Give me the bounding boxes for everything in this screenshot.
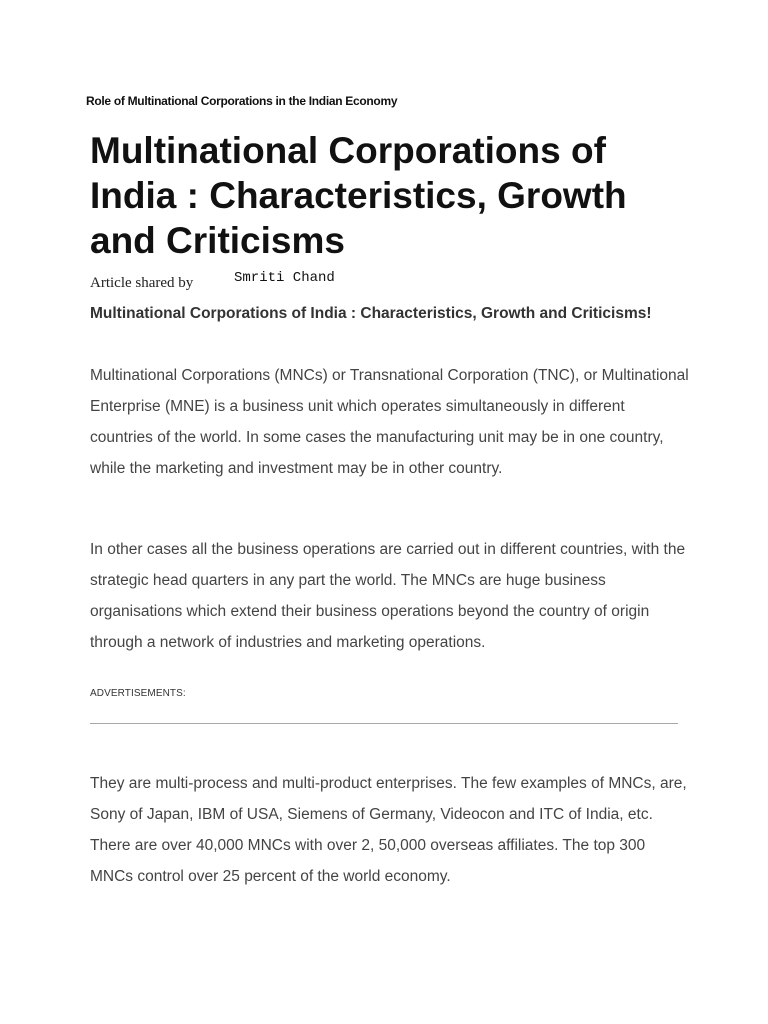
document-label: Role of Multinational Corporations in the Indian Economy <box>86 94 398 108</box>
advertisements-label: ADVERTISEMENTS: <box>90 688 186 699</box>
byline-label: Article shared by <box>90 275 194 291</box>
paragraph-1: Multinational Corporations (MNCs) or Transnational Corporation (TNC), or Multinational Enterprise (MNE) is a business unit which operates simultaneously in different countries of the world. In some cases the manufacturing unit may be in one country, while the marketing and investment may be in other country. <box>90 367 689 477</box>
advertisements-divider <box>90 723 678 724</box>
byline <box>90 272 690 296</box>
paragraph-2: In other cases all the business operations are carried out in different countries, with the strategic head quarters in any part the world. The MNCs are huge business organisations which extend their business operations beyond the country of origin through a network of industries and marketing operations. <box>90 541 686 651</box>
article-title: Multinational Corporations of India : Characteristics, Growth and Criticisms <box>90 130 627 261</box>
byline-author: Smriti Chand <box>234 270 335 286</box>
lead-heading: Multinational Corporations of India : Characteristics, Growth and Criticisms! <box>90 305 652 322</box>
paragraph-3: They are multi-process and multi-product enterprises. The few examples of MNCs, are, Sony of Japan, IBM of USA, Siemens of Germany, Videocon and ITC of India, etc. There are over 40,000 MNCs with over 2, 50,000 overseas affiliates. The top 300 MNCs control over 25 percent of the world economy. <box>90 775 687 885</box>
